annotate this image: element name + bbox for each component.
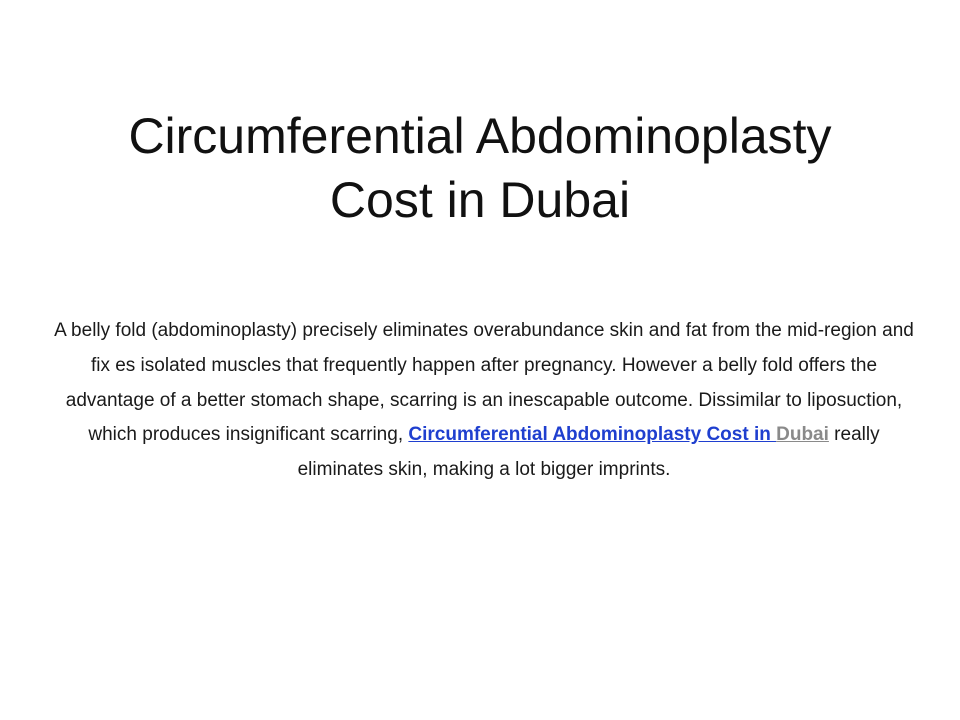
body-text-after-link: really eliminates skin, making a lot bigger imprints.: [297, 424, 880, 481]
slide-title: [60, 104, 900, 232]
body-text-before-link: A belly fold (abdominoplasty) precisely eliminates overabundance skin and fat from the mid-region and fix es isolated muscles that frequently happen after pregnancy. However a belly fold offers the advantage of a better stomach shape, scarring is an inescapable outcome. Dissimilar to liposuction, which produces insignificant scarring,: [54, 320, 914, 446]
title-line-2: Cost in Dubai: [329, 172, 631, 228]
procedure-cost-link[interactable]: Circumferential Abdominoplasty Cost in: [408, 424, 777, 446]
body-paragraph: [48, 314, 920, 488]
dubai-link[interactable]: Dubai: [776, 424, 829, 446]
title-line-1: Circumferential Abdominoplasty: [128, 108, 832, 164]
